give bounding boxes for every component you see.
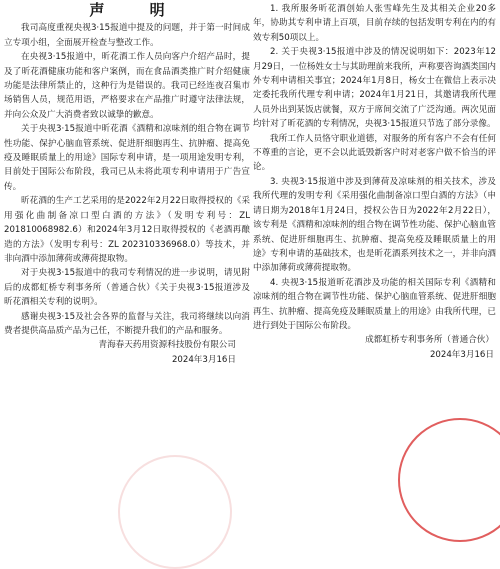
- document-title: 声 明: [89, 1, 185, 19]
- statement-column-left: [4, 0, 250, 500]
- signature-firm-date: 2024年3月16日: [429, 349, 494, 360]
- paragraph-thanks: 感谢央视3·15及社会各界的监督与关注，我司将继续以向消费者提供高品质产品为己任，不断提升我们的产品和服务。: [4, 311, 250, 336]
- signature-company: 青海春天药用资源科技股份有限公司: [98, 340, 236, 351]
- paragraph-apology: 在央视3·15报道中，昕花酒工作人员向客户介绍产品时，提及了昕花酒健康功能和客户案例，而在食品酒类推广时介绍健康功能是法律所禁止的，这种行为是错误的。我司已经连夜召集市场销售人员，规范用语，严格要求在产品推广时遵守法律法规，并向公众及广大消费者致以诚挚的歉意。: [4, 52, 250, 120]
- paragraph-item-2: 2. 关于央视3·15报道中涉及的情况说明如下：2023年12月29日，一位杨姓女士与其助理前来我所，声称要咨询酒类国内外专利申请相关事宜；2024年1月8日，杨女士在微信上表示决定委托我所代理专利申请；2024年1月21日，其邀请我所代理人员外出到某饭店就餐，双方于席间交流了广泛沟通。两次见面均针对了昕花酒的专利情况，央视3·15报道只节选了部分录像。: [253, 47, 496, 130]
- paragraph-item-4: 4. 央视3·15报道昕花酒涉及功能的相关国际专利《酒精和凉味剂的组合物在调节性功能、保护心脑血管系统、促进肝细胞再生、抗肿瘤、提高免疫及睡眠质量上的用途》由我所代理，已进行到处于国际公布阶段。: [253, 277, 496, 331]
- paragraph-further-explanation: 对于央视3·15报道中的我司专利情况的进一步说明，请见附后的成都虹桥专利事务所（普通合伙）《关于央视3·15报道涉及昕花酒相关专利的说明》。: [4, 268, 250, 308]
- paragraph-ethics: 我所工作人员恪守职业道德，对服务的所有客户不会有任何不尊重的言论，更不会以此诋毁新客户时对老客户做不恰当的评论。: [253, 133, 496, 173]
- paragraph-patent-application: 关于央视3·15报道中昕花酒《酒精和凉味剂的组合物在调节性功能、保护心脑血管系统、促进肝细胞再生、抗肿瘤、提高免疫及睡眠质量上的用途》国际专利申请，是一项用途发明专利，目前处于国际公布阶段，我司已从未将此项专利申请用于广告宣传。: [4, 124, 250, 192]
- signature-date: 2024年3月16日: [171, 354, 236, 365]
- paragraph-item-1: 1. 我所服务昕花酒创始人张雪峰先生及其相关企业20多年，协助其专利申请上百项，目前存续的包括发明专利在内的有效专利50项以上。: [253, 4, 496, 43]
- paragraph-intro: 我司高度重视央视3·15报道中提及的问题，并于第一时间成立专项小组，全面展开检查与整改工作。: [4, 23, 250, 48]
- paragraph-item-3: 3. 央视3·15报道中涉及到薄荷及凉味剂的相关技术，涉及我所代理的发明专利《采用强化曲制备凉口型白酒的方法》（申请日期为2018年1月24日，授权公告日为2022年2月22日），该专利是《酒精和凉味剂的组合物在调节性功能、保护心脑血管系统、促进肝细胞再生、抗肿瘤、提高免疫及睡眠质量上的用途》专利申请的基础技术，也是昕花酒系列技术之一，并非向酒中添加薄荷或薄荷提取物。: [253, 176, 496, 274]
- signature-firm: 成都虹桥专利事务所（普通合伙）: [365, 335, 494, 346]
- paragraph-production-process: 昕花酒的生产工艺采用的是2022年2月22日取得授权的《采用强化曲制备凉口型白酒的方法》（发明专利号：ZL 201810068982.6）和2024年3月12日取得授权的《老酒再酿造的方法》（发明专利号：ZL 202310336968.0）等技术，并非向酒中添加薄荷或薄荷提取物。: [4, 196, 250, 264]
- company-seal-stamp: [118, 455, 232, 569]
